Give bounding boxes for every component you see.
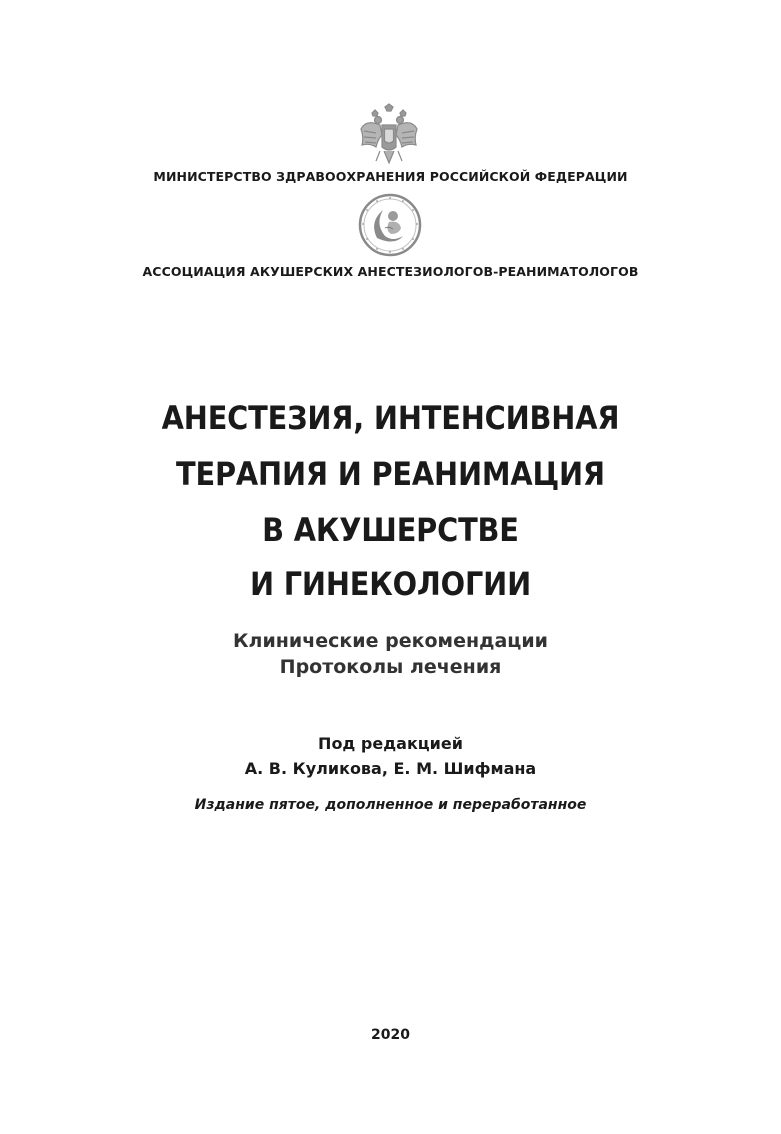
subtitle-line-1: Клинические рекомендации — [233, 630, 548, 652]
publication-year: 2020 — [371, 1027, 410, 1043]
book-title-line-4: И ГИНЕКОЛОГИИ — [249, 565, 531, 603]
editors-label: Под редакцией — [318, 734, 463, 753]
ministry-name: МИНИСТЕРСТВО ЗДРАВООХРАНЕНИЯ РОССИЙСКОЙ ФЕДЕРАЦИИ — [153, 169, 628, 184]
subtitle-line-2: Протоколы лечения — [279, 656, 502, 678]
edition-note: Издание пятое, дополненное и переработанное — [194, 797, 587, 813]
association-logo-icon — [355, 192, 425, 258]
coat-of-arms-icon — [358, 103, 420, 167]
book-title-line-1: АНЕСТЕЗИЯ, ИНТЕНСИВНАЯ — [161, 399, 620, 437]
book-title-line-2: ТЕРАПИЯ И РЕАНИМАЦИЯ — [176, 455, 605, 493]
book-title-line-3: В АКУШЕРСТВЕ — [262, 511, 519, 549]
association-name: АССОЦИАЦИЯ АКУШЕРСКИХ АНЕСТЕЗИОЛОГОВ-РЕАНИМАТОЛОГОВ — [142, 264, 639, 279]
editors-names: А. В. Куликова, Е. М. Шифмана — [244, 759, 537, 778]
